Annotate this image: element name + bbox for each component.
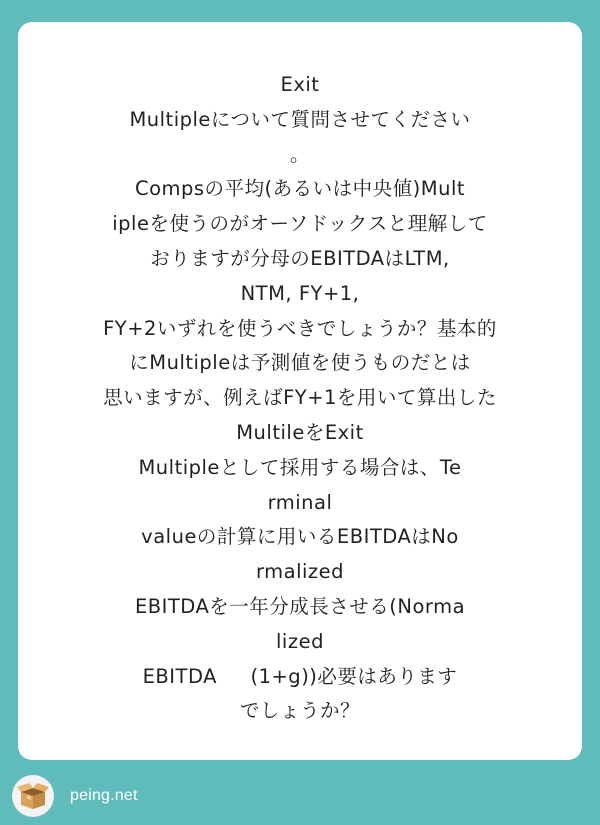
question-line: でしょうか？ [239,699,360,723]
footer-branding [12,775,138,817]
question-line: Compsの平均(あるいは中央値)Mult [134,177,466,201]
question-line: EBITDA (1+g))必要はあります [142,664,458,688]
question-line: NTM, FY+1, [240,281,360,305]
site-name: peing.net [70,787,138,804]
question-line: valueの計算に用いるEBITDAはNo [141,525,459,549]
question-line: rminal [267,490,333,514]
question-line: Multipleとして採用する場合は、Te [138,455,462,479]
question-line: MultileをExit [236,420,364,444]
question-text [18,68,582,729]
question-line: ipleを使うのがオーソドックスと理解して [112,212,488,236]
question-line: 思いますが、例えばFY+1を用いて算出した [103,386,497,410]
question-line: 。 [289,142,310,166]
question-line: にMultipleは予測値を使うものだとは [129,351,471,375]
question-line: lized [276,629,324,653]
question-line: Exit [280,73,320,96]
question-line: Multipleについて質問させてください [129,107,471,131]
question-card [18,22,582,760]
question-line: おりますが分母のEBITDAはLTM, [150,246,450,270]
question-line: EBITDAを一年分成長させる(Norma [134,594,466,618]
question-line: FY+2いずれを使うべきでしょうか？基本的 [103,316,497,340]
question-line: rmalized [255,560,345,584]
box-icon [12,775,54,817]
